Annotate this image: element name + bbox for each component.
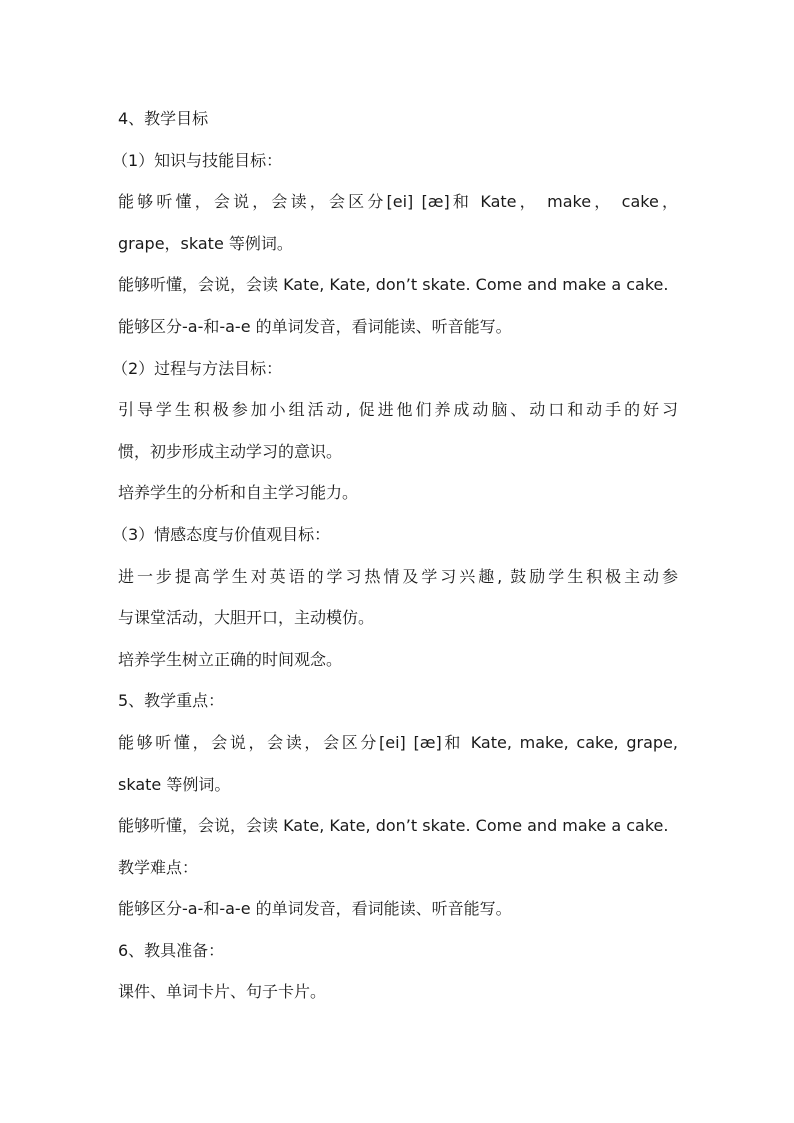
paragraph-line: skate 等例词。 [118,774,231,794]
paragraph-line: 进一步提高学生对英语的学习热情及学习兴趣, 鼓励学生积极主动参 [118,566,678,586]
paragraph-line: 能够听懂，会说，会读，会区分[ei] [æ]和 Kate, make, cake, grape, [118,732,678,752]
document-body [112,98,678,1013]
paragraph-line: 培养学生的分析和自主学习能力。 [118,483,359,503]
subheading-attitude-values: （3）情感态度与价值观目标： [112,524,331,544]
paragraph-line: grape，skate 等例词。 [118,233,293,253]
paragraph-line: 培养学生树立正确的时间观念。 [118,649,343,669]
paragraph-line: 与课堂活动，大胆开口，主动模仿。 [118,608,375,628]
section-heading-teaching-aids: 6、教具准备： [118,940,225,960]
section-heading-key-points: 5、教学重点： [118,691,225,711]
paragraph-line: 能够听懂，会说，会读 Kate, Kate, don’t skate. Come and make a cake. [118,275,669,295]
paragraph-line: 惯，初步形成主动学习的意识。 [118,441,343,461]
subheading-process-methods: （2）过程与方法目标： [112,358,283,378]
subheading-knowledge-skills: （1）知识与技能目标： [112,150,283,170]
paragraph-line: 能够区分-a-和-a-e 的单词发音，看词能读、听音能写。 [118,316,512,336]
paragraph-line: 课件、单词卡片、句子卡片。 [118,982,327,1002]
paragraph-line: 能够听懂，会说，会读，会区分[ei] [æ]和 Kate， make， cake， [118,192,678,212]
paragraph-line: 能够听懂，会说，会读 Kate, Kate, don’t skate. Come and make a cake. [118,816,669,836]
subheading-difficulties: 教学难点： [118,857,199,877]
paragraph-line: 引导学生积极参加小组活动, 促进他们养成动脑、动口和动手的好习 [118,400,678,420]
section-heading-objectives: 4、教学目标 [118,109,209,128]
paragraph-line: 能够区分-a-和-a-e 的单词发音，看词能读、听音能写。 [118,899,512,919]
